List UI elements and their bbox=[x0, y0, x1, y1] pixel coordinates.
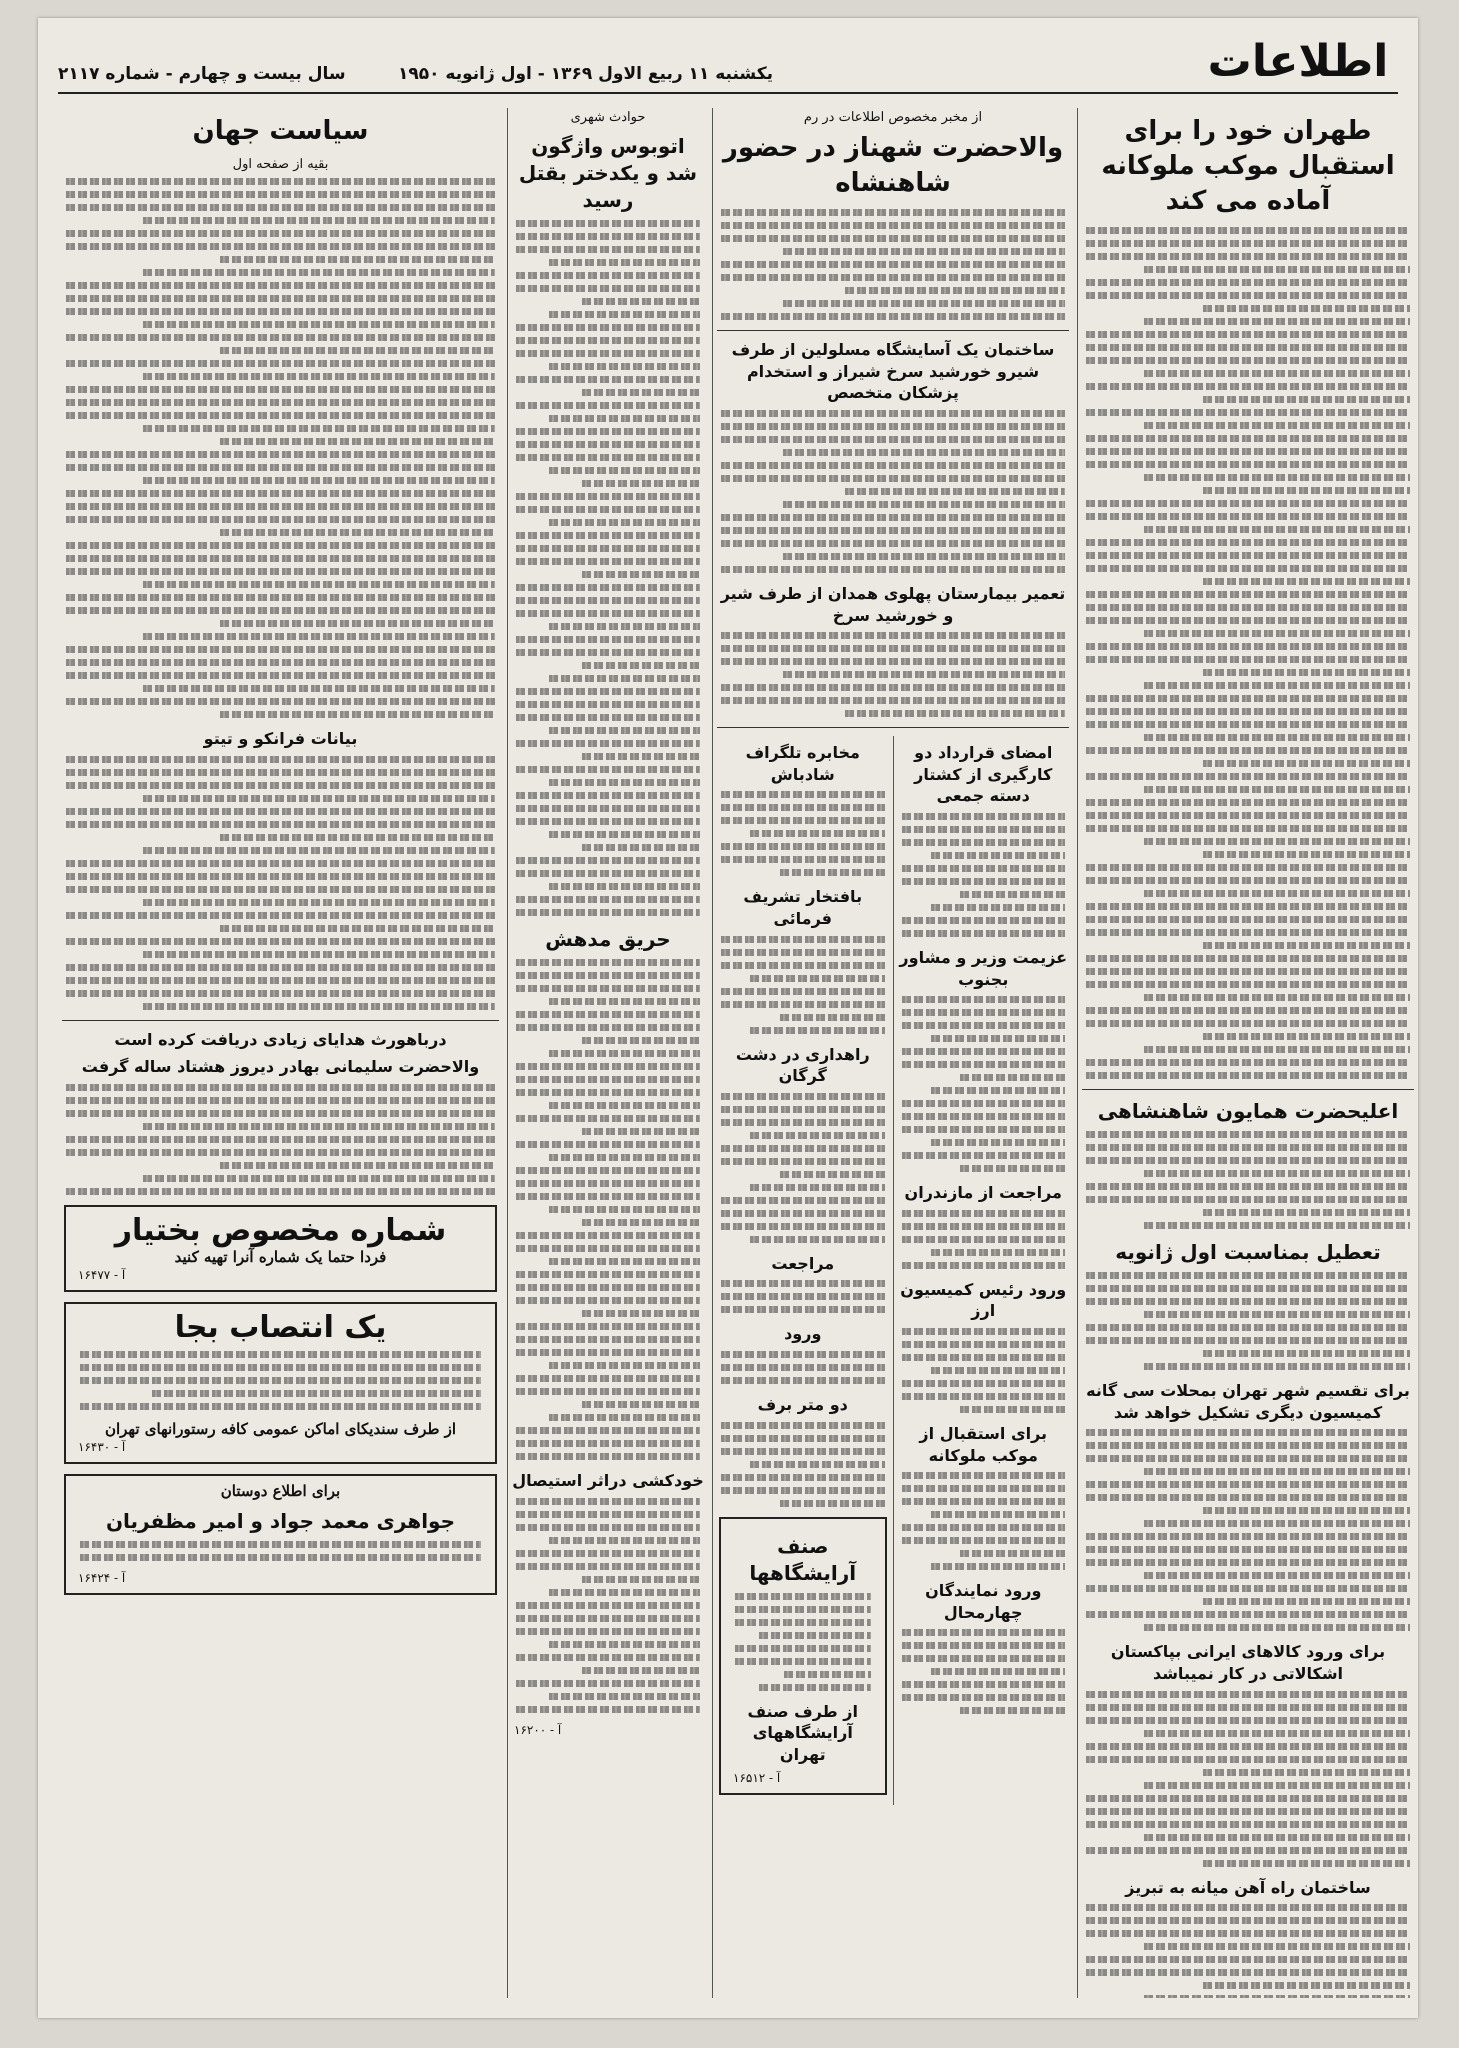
column-1 bbox=[1077, 108, 1418, 1998]
article-body bbox=[902, 996, 1066, 1172]
subhead-minister: عزیمت وزیر و مشاور بجنوب bbox=[899, 947, 1068, 989]
article-body bbox=[1086, 1131, 1410, 1229]
article-body bbox=[516, 959, 700, 1460]
subhead-tehran-districts: برای تقسیم شهر تهران بمحلات سی گانه کمیسیون دیگری تشکیل خواهد شد bbox=[1086, 1381, 1410, 1422]
divider bbox=[1082, 1089, 1414, 1090]
ad-body bbox=[80, 1351, 481, 1410]
subhead-january: تعطیل بمناسبت اول ژانویه bbox=[1115, 1240, 1381, 1265]
subhead-sanatorium: ساختمان یک آسایشگاه مسلولین از طرف شیرو خورشید سرخ شیراز و استخدام پزشکان متخصص bbox=[731, 340, 1055, 403]
subhead-birthday: والاحضرت سلیمانی بهادر دیروز هشتاد ساله گرفت bbox=[81, 1057, 480, 1077]
ad-bakhtiar bbox=[64, 1205, 497, 1292]
subhead-return: مراجعت bbox=[771, 1253, 835, 1273]
ad-code: آ - ۱۶۲۰۰ bbox=[514, 1722, 562, 1737]
kicker-continued: بقیه از صفحه اول bbox=[232, 157, 329, 173]
subhead-shahanshahi: اعلیحضرت همایون شاهنشاهی bbox=[1097, 1099, 1399, 1124]
subhead-mazandaran: مراجعت از مازندران bbox=[904, 1183, 1062, 1203]
article-body bbox=[516, 1498, 700, 1713]
subhead-gifts: درباهورث هدایای زیادی دریافت کرده است bbox=[114, 1029, 447, 1049]
article-body bbox=[1086, 1691, 1410, 1867]
ad-code: آ - ۱۶۴۷۷ bbox=[78, 1267, 126, 1282]
newspaper-page bbox=[38, 18, 1418, 2018]
article-body bbox=[1086, 1904, 1410, 1998]
ad-body bbox=[735, 1593, 871, 1691]
subhead-gorgan: راهداری در دشت گرگان bbox=[735, 1044, 870, 1086]
dateline: یکشنبه ۱۱ ربیع الاول ۱۳۶۹ - اول ژانویه ۱۹۵۰ bbox=[398, 64, 773, 84]
article-body bbox=[902, 813, 1066, 937]
article-body bbox=[902, 1472, 1066, 1570]
article-body bbox=[516, 220, 700, 916]
divider bbox=[62, 1020, 499, 1021]
ad-appointment-title: یک انتصاب بجا bbox=[174, 1309, 387, 1345]
subhead-suicide: خودکشی دراثر استیصال bbox=[512, 1471, 704, 1490]
subhead-arrival: ورود bbox=[784, 1324, 822, 1344]
subhead-telegram: مخابره تلگراف شادباش bbox=[745, 743, 860, 784]
kicker-rome: از مخبر مخصوص اطلاعات در رم bbox=[803, 110, 983, 125]
article-body bbox=[902, 1328, 1066, 1413]
subhead-franco-tito: بیانات فرانکو و تیتو bbox=[203, 729, 358, 749]
masthead-title: اطلاعات bbox=[1207, 36, 1389, 87]
article-body bbox=[902, 1629, 1066, 1714]
article-body bbox=[66, 178, 495, 718]
headline-shahnaz: والاحضرت شهناز در حضور شاهنشاه bbox=[722, 133, 1064, 199]
article-body bbox=[1086, 227, 1410, 1079]
subhead-agreement: امضای قرارداد دو کارگیری از کشتار دسته جمعی bbox=[914, 743, 1053, 806]
ad-jewelers-kicker: برای اطلاع دوستان bbox=[220, 1481, 341, 1500]
divider bbox=[717, 727, 1069, 728]
ad-body bbox=[80, 1541, 481, 1561]
page-header bbox=[58, 36, 1398, 94]
ad-barbers-title: صنف آرایشگاهها bbox=[749, 1533, 857, 1585]
subhead-pakistan: برای ورود کالاهای ایرانی بپاکستان اشکالاتی در کار نمیباشد bbox=[1110, 1642, 1386, 1684]
article-body bbox=[721, 410, 1065, 573]
article-body bbox=[902, 1210, 1066, 1269]
subhead-railway: ساختمان راه آهن میانه به تبریز bbox=[1125, 1877, 1371, 1897]
ad-bakhtiar-title: شماره مخصوص بختیار bbox=[114, 1212, 447, 1248]
article-body bbox=[1086, 1272, 1410, 1370]
subhead-royal-welcome: برای استقبال از موکب ملوکانه bbox=[919, 1423, 1048, 1465]
ad-appointment-sub: از طرف سندیکای اماکن عمومی کافه رستورانهای تهران bbox=[104, 1419, 457, 1438]
subhead-fire: حریق مدهش bbox=[545, 927, 671, 951]
article-body bbox=[66, 1084, 495, 1195]
issue-number: سال بیست و چهارم - شماره ۲۱۱۷ bbox=[58, 64, 346, 84]
ad-jewelers-title: جواهری معمد جواد و امیر مظفریان bbox=[105, 1508, 456, 1533]
article-body bbox=[721, 1280, 885, 1313]
article-body bbox=[721, 791, 885, 876]
ad-appointment bbox=[64, 1302, 497, 1464]
ad-code: آ - ۱۶۵۱۲ bbox=[733, 1771, 781, 1786]
article-body bbox=[1086, 1429, 1410, 1631]
article-body bbox=[721, 632, 1065, 717]
headline-bus: اتوبوس واژگون شد و یکدختر بقتل رسید bbox=[518, 134, 698, 212]
ad-jewelers bbox=[64, 1474, 497, 1595]
column-4 bbox=[58, 108, 503, 1998]
headline-world-politics: سیاست جهان bbox=[192, 116, 369, 146]
headline-tehran: طهران خود را برای استقبال موکب ملوکانه آماده می کند bbox=[1101, 116, 1395, 217]
article-body bbox=[66, 756, 495, 1010]
ad-barbers-signature: از طرف صنف آرایشگاههای تهران bbox=[747, 1701, 858, 1764]
subhead-snow: دو متر برف bbox=[757, 1394, 848, 1414]
ad-code: آ - ۱۶۴۳۰ bbox=[78, 1439, 126, 1454]
ad-code: آ - ۱۶۴۲۴ bbox=[78, 1570, 126, 1585]
ad-barbers bbox=[719, 1517, 887, 1796]
subhead-honor: بافتخار تشریف فرمائی bbox=[743, 887, 863, 928]
column-2 bbox=[712, 108, 1073, 1998]
article-body bbox=[721, 209, 1065, 320]
divider bbox=[717, 330, 1069, 331]
subhead-chaharmahal: ورود نمایندگان چهارمحال bbox=[925, 1581, 1042, 1622]
subhead-hamadan-hospital: تعمیر بیمارستان پهلوی همدان از طرف شیر و خورشید سرخ bbox=[720, 583, 1066, 625]
article-body bbox=[721, 1351, 885, 1384]
ad-bakhtiar-sub: فردا حتما یک شماره آنرا تهیه کنید bbox=[174, 1247, 387, 1266]
subhead-currency: ورود رئیس کمیسیون ارز bbox=[900, 1279, 1067, 1321]
article-body bbox=[721, 1093, 885, 1243]
article-body bbox=[721, 1422, 885, 1507]
kicker-city-news: حوادث شهری bbox=[570, 110, 646, 125]
column-3 bbox=[507, 108, 708, 1998]
article-body bbox=[721, 936, 885, 1034]
